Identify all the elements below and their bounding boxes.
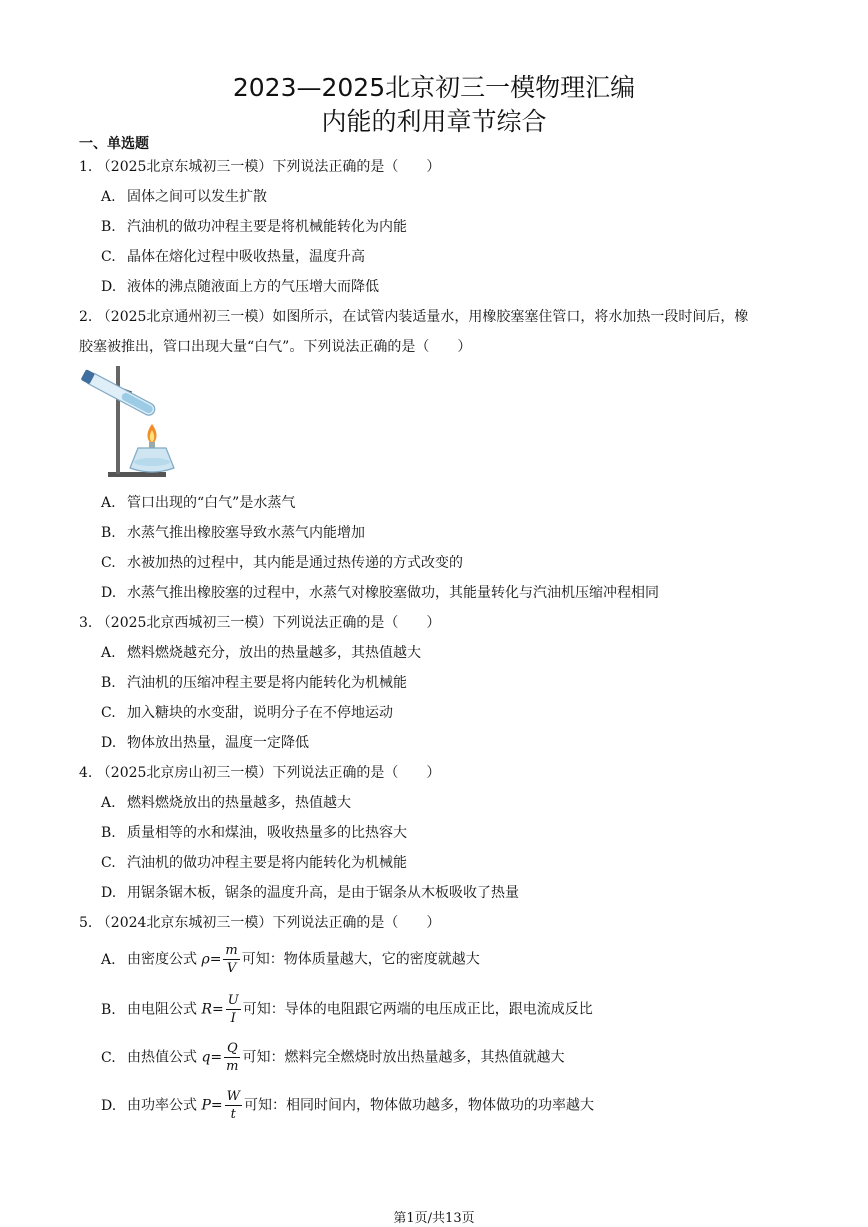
question-1-option-b	[101, 216, 407, 236]
option-letter: A.	[101, 951, 116, 968]
option-text: 汽油机的做功冲程主要是将机械能转化为内能	[127, 219, 407, 235]
option-letter: A.	[101, 495, 116, 511]
formula-lhs: q	[201, 1049, 211, 1066]
option-letter: D.	[101, 279, 117, 295]
option-letter: A.	[101, 795, 116, 811]
option-letter: C.	[101, 249, 116, 265]
document-title: 2023—2025北京初三一模物理汇编	[232, 73, 636, 102]
question-2-option-a	[101, 492, 295, 512]
option-text: 物体放出热量，温度一定降低	[127, 735, 309, 751]
option-prefix: 由功率公式	[127, 1097, 197, 1114]
question-4-option-d	[101, 882, 519, 902]
formula-equals: =	[210, 1097, 223, 1114]
option-text: 液体的沸点随液面上方的气压增大而降低	[127, 279, 379, 295]
formula-equals: =	[210, 1049, 223, 1066]
question-2-option-b	[101, 522, 365, 542]
formula-fraction	[224, 1040, 240, 1075]
option-letter: B.	[101, 525, 116, 541]
question-1-option-c	[101, 246, 365, 266]
formula-fraction	[225, 1088, 242, 1123]
option-text: 可知：导体的电阻跟它两端的电压成正比，跟电流成反比	[242, 1001, 593, 1018]
question-2-stem-line-1: 2. （2025北京通州初三一模）如图所示，在试管内装适量水，用橡胶塞塞住管口，将水加热一段时间后，橡	[79, 309, 749, 325]
fraction-denominator: m	[226, 1059, 239, 1074]
formula-lhs: ρ	[201, 951, 210, 968]
question-1-stem: 1. （2025北京东城初三一模）下列说法正确的是（ ）	[79, 159, 441, 175]
formula-equals: =	[212, 1001, 224, 1018]
formula-fraction	[223, 942, 239, 977]
option-letter: D.	[101, 585, 117, 601]
question-5-option-c	[101, 1040, 564, 1075]
formula-lhs: P	[201, 1097, 211, 1114]
question-3-option-d	[101, 732, 309, 752]
option-text: 汽油机的做功冲程主要是将内能转化为机械能	[127, 855, 407, 871]
option-letter: B.	[101, 219, 116, 235]
option-letter: C.	[101, 705, 116, 721]
option-text: 水蒸气推出橡胶塞的过程中，水蒸气对橡胶塞做功，其能量转化与汽油机压缩冲程相同	[127, 585, 659, 601]
option-letter: A.	[101, 189, 116, 205]
fraction-numerator: U	[227, 993, 239, 1008]
option-text: 管口出现的“白气”是水蒸气	[127, 495, 296, 511]
option-text: 晶体在熔化过程中吸收热量，温度升高	[127, 249, 365, 265]
option-letter: B.	[101, 675, 116, 691]
question-1-option-d	[101, 276, 379, 296]
page-footer: 第1页/共13页	[393, 1211, 475, 1226]
option-prefix: 由热值公式	[127, 1049, 197, 1066]
option-text: 可知：相同时间内，物体做功越多，物体做功的功率越大	[243, 1097, 594, 1114]
formula-lhs: R	[201, 1001, 212, 1018]
question-3-option-b	[101, 672, 407, 692]
fraction-denominator: V	[226, 961, 237, 976]
question-4-option-b	[101, 822, 407, 842]
stand-rod	[116, 366, 120, 474]
question-5-option-d	[101, 1088, 594, 1123]
option-text: 燃料燃烧放出的热量越多，热值越大	[127, 795, 351, 811]
formula-fraction	[226, 992, 241, 1027]
option-letter: D.	[101, 735, 117, 751]
option-text: 汽油机的压缩冲程主要是将内能转化为机械能	[127, 675, 407, 691]
fraction-denominator: t	[230, 1107, 236, 1122]
option-text: 可知：燃料完全燃烧时放出热量越多，其热值就越大	[242, 1049, 565, 1066]
question-4-option-a	[101, 792, 351, 812]
option-letter: B.	[101, 1001, 116, 1018]
question-2-option-c	[101, 552, 463, 572]
question-1-option-a	[101, 186, 267, 206]
fraction-numerator: W	[226, 1089, 240, 1104]
question-2-stem-line-2: 胶塞被推出，管口出现大量“白气”。下列说法正确的是（ ）	[79, 339, 472, 355]
question-5-option-b	[101, 992, 593, 1027]
formula-equals: =	[209, 951, 222, 968]
question-2-option-d	[101, 582, 659, 602]
option-text: 水蒸气推出橡胶塞导致水蒸气内能增加	[127, 525, 365, 541]
question-4-stem: 4. （2025北京房山初三一模）下列说法正确的是（ ）	[79, 765, 441, 781]
question-4-option-c	[101, 852, 407, 872]
option-letter: D.	[101, 885, 117, 901]
option-text: 水被加热的过程中，其内能是通过热传递的方式改变的	[127, 555, 463, 571]
question-5-stem: 5. （2024北京东城初三一模）下列说法正确的是（ ）	[79, 915, 441, 931]
option-prefix: 由密度公式	[127, 951, 197, 968]
question-3-option-c	[101, 702, 393, 722]
question-5-option-a	[101, 942, 480, 977]
question-3-stem: 3. （2025北京西城初三一模）下列说法正确的是（ ）	[79, 615, 441, 631]
option-text: 加入糖块的水变甜，说明分子在不停地运动	[127, 705, 393, 721]
option-letter: A.	[101, 645, 116, 661]
fraction-numerator: m	[225, 943, 238, 958]
option-text: 质量相等的水和煤油，吸收热量多的比热容大	[127, 825, 407, 841]
option-letter: D.	[101, 1097, 117, 1114]
option-text: 用锯条锯木板，锯条的温度升高，是由于锯条从木板吸收了热量	[127, 885, 519, 901]
option-text: 固体之间可以发生扩散	[127, 189, 267, 205]
fraction-numerator: Q	[224, 1040, 240, 1058]
fraction-denominator: I	[230, 1011, 236, 1026]
document-subtitle: 内能的利用章节综合	[321, 107, 547, 136]
section-heading: 一、单选题	[79, 136, 149, 152]
option-prefix: 由电阻公式	[127, 1001, 197, 1018]
lamp-wick	[149, 442, 155, 448]
option-letter: C.	[101, 855, 116, 871]
question-3-option-a	[101, 642, 421, 662]
option-text: 可知：物体质量越大，它的密度就越大	[241, 951, 480, 968]
option-letter: C.	[101, 1049, 116, 1066]
option-text: 燃料燃烧越充分，放出的热量越多，其热值越大	[127, 645, 421, 661]
test-tube-heating-figure	[76, 364, 186, 482]
option-letter: C.	[101, 555, 116, 571]
option-letter: B.	[101, 825, 116, 841]
